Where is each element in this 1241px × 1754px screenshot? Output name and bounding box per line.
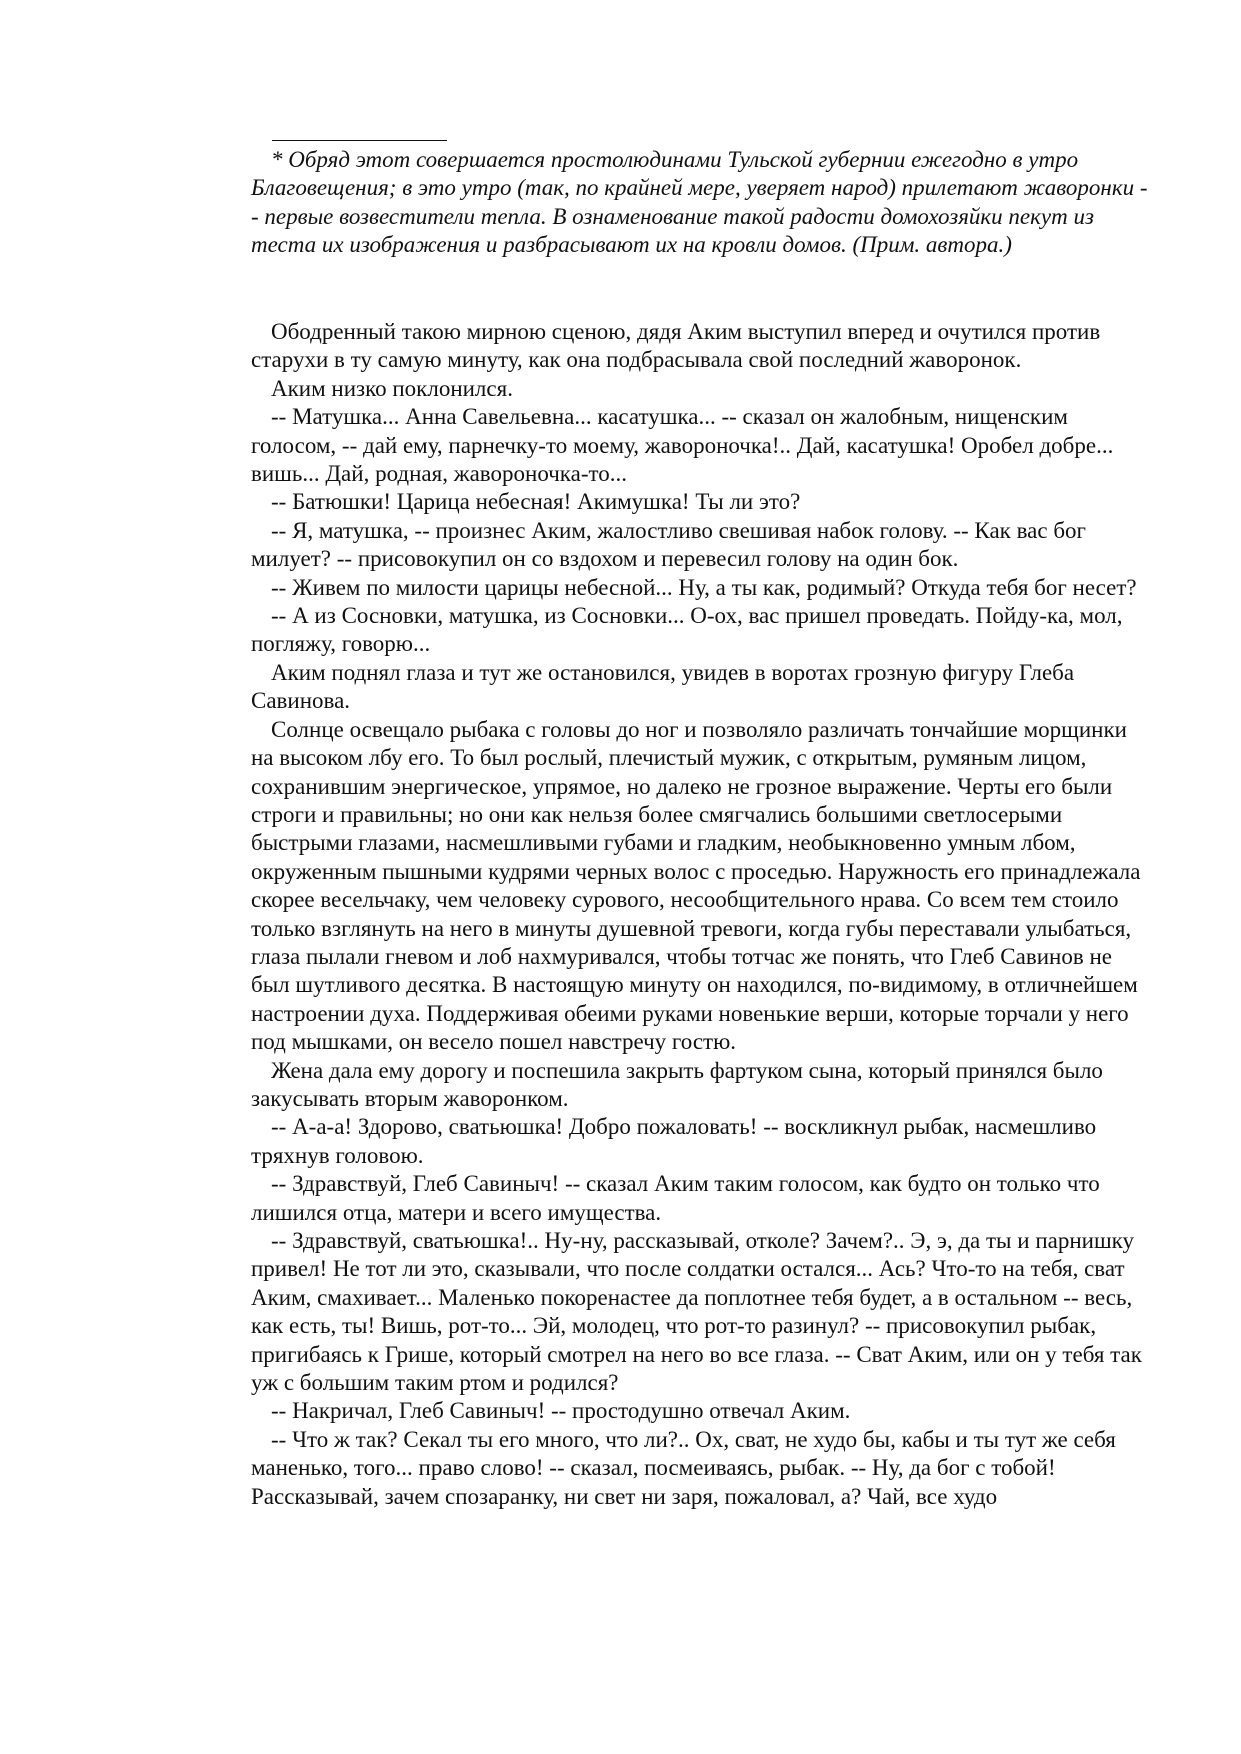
paragraph: -- А из Сосновки, матушка, из Сосновки... О-ох, вас пришел проведать. Пойду-ка, мол, погляжу, говорю... [251, 603, 1123, 657]
paragraph: -- Что ж так? Секал ты его много, что ли?.. Ох, сват, не худо бы, кабы и ты тут же себя маненько, того... право слово! -- сказал, посмеиваясь, рыбак. -- Ну, да бог с тобой! Рассказывай, зачем спозаранку, ни свет ни заря, пожаловал, а? Чай, все худо [251, 1426, 1116, 1509]
paragraph: Аким поднял глаза и тут же остановился, увидев в воротах грозную фигуру Глеба Савинова. [251, 659, 1075, 714]
paragraph: -- Здравствуй, сватьюшка!.. Ну-ну, рассказывай, отколе? Зачем?.. Э, э, да ты и парнишку привел! Не тот ли это, сказывали, что после солдатки остался... Ась? Что-то на тебя, сват Аким, смахивает... Маленько покоренастее да поплотнее тебя будет, а в остальном -- весь, как есть, ты! Вишь, рот-то... Эй, молодец, что рот-то разинул? -- присовокупил рыбак, пригибаясь к Грише, который смотрел на него во все глаза. -- Сват Аким, или он у тебя так уж с большим таким ртом и родился? [251, 1228, 1142, 1396]
paragraph: -- Я, матушка, -- произнес Аким, жалостливо свешивая набок голову. -- Как вас бог милует? -- присовокупил он со вздохом и перевесил голову на один бок. [251, 517, 1086, 572]
paragraph: Аким низко поклонился. [271, 375, 513, 401]
footnote: * Обряд этот совершается простолюдинами Тульской губернии ежегодно в утро Благовещения; в это утро (так, по крайней мере, уверяет народ) прилетают жаворонки -- первые возвестители тепла. В ознаменование такой радости домохозяйки пекут из теста их изображения и разбрасывают их на кровли домов. (Прим. автора.) [251, 147, 1148, 258]
paragraph: -- Батюшки! Царица небесная! Акимушка! Ты ли это? [271, 489, 801, 515]
paragraph: Солнце освещало рыбака с головы до ног и позволяло различать тончайшие морщинки на высоком лбу его. То был рослый, плечистый мужик, с открытым, румяным лицом, сохранившим энергическое, упрямое, но далеко не грозное выражение. Черты его были строги и правильны; но они как нельзя более смягчались большими светлосерыми быстрыми глазами, насмешливыми губами и гладким, необыкновенно умным лбом, окруженным пышными кудрями черных волос с проседью. Наружность его принадлежала скорее весельчаку, чем человеку сурового, несообщительного нрава. Со всем тем стоило только взглянуть на него в минуты душевной тревоги, когда губы переставали улыбаться, глаза пылали гневом и лоб нахмуривался, чтобы тотчас же понять, что Глеб Савинов не был шутливого десятка. В настоящую минуту он находился, по-видимому, в отличнейшем настроении духа. Поддерживая обеими руками новенькие верши, которые торчали у него под мышками, он весело пошел навстречу гостю. [251, 716, 1141, 1055]
paragraph: -- А-а-а! Здорово, сватьюшка! Добро пожаловать! -- воскликнул рыбак, насмешливо тряхнув головою. [251, 1114, 1097, 1168]
main-text [251, 318, 1151, 1511]
paragraph: -- Накричал, Глеб Савиныч! -- простодушно отвечал Аким. [271, 1398, 851, 1424]
paragraph: -- Здравствуй, Глеб Савиныч! -- сказал Аким таким голосом, как будто он только что лишился отца, матери и всего имущества. [251, 1171, 1100, 1225]
paragraph: -- Живем по милости царицы небесной... Ну, а ты как, родимый? Откуда тебя бог несет? [271, 574, 1137, 600]
paragraph: Ободренный такою мирною сценою, дядя Аким выступил вперед и очутился против старухи в ту самую минуту, как она подбрасывала свой последний жаворонок. [251, 319, 1101, 373]
paragraph: -- Матушка... Анна Савельевна... касатушка... -- сказал он жалобным, нищенским голосом, -- дай ему, парнечку-то моему, жавороночка!.. Дай, касатушка! Оробел добре... вишь... Дай, родная, жавороночка-то... [251, 404, 1114, 487]
footnote-separator [272, 140, 447, 141]
paragraph: Жена дала ему дорогу и поспешила закрыть фартуком сына, который принялся было закусывать вторым жаворонком. [251, 1057, 1103, 1111]
